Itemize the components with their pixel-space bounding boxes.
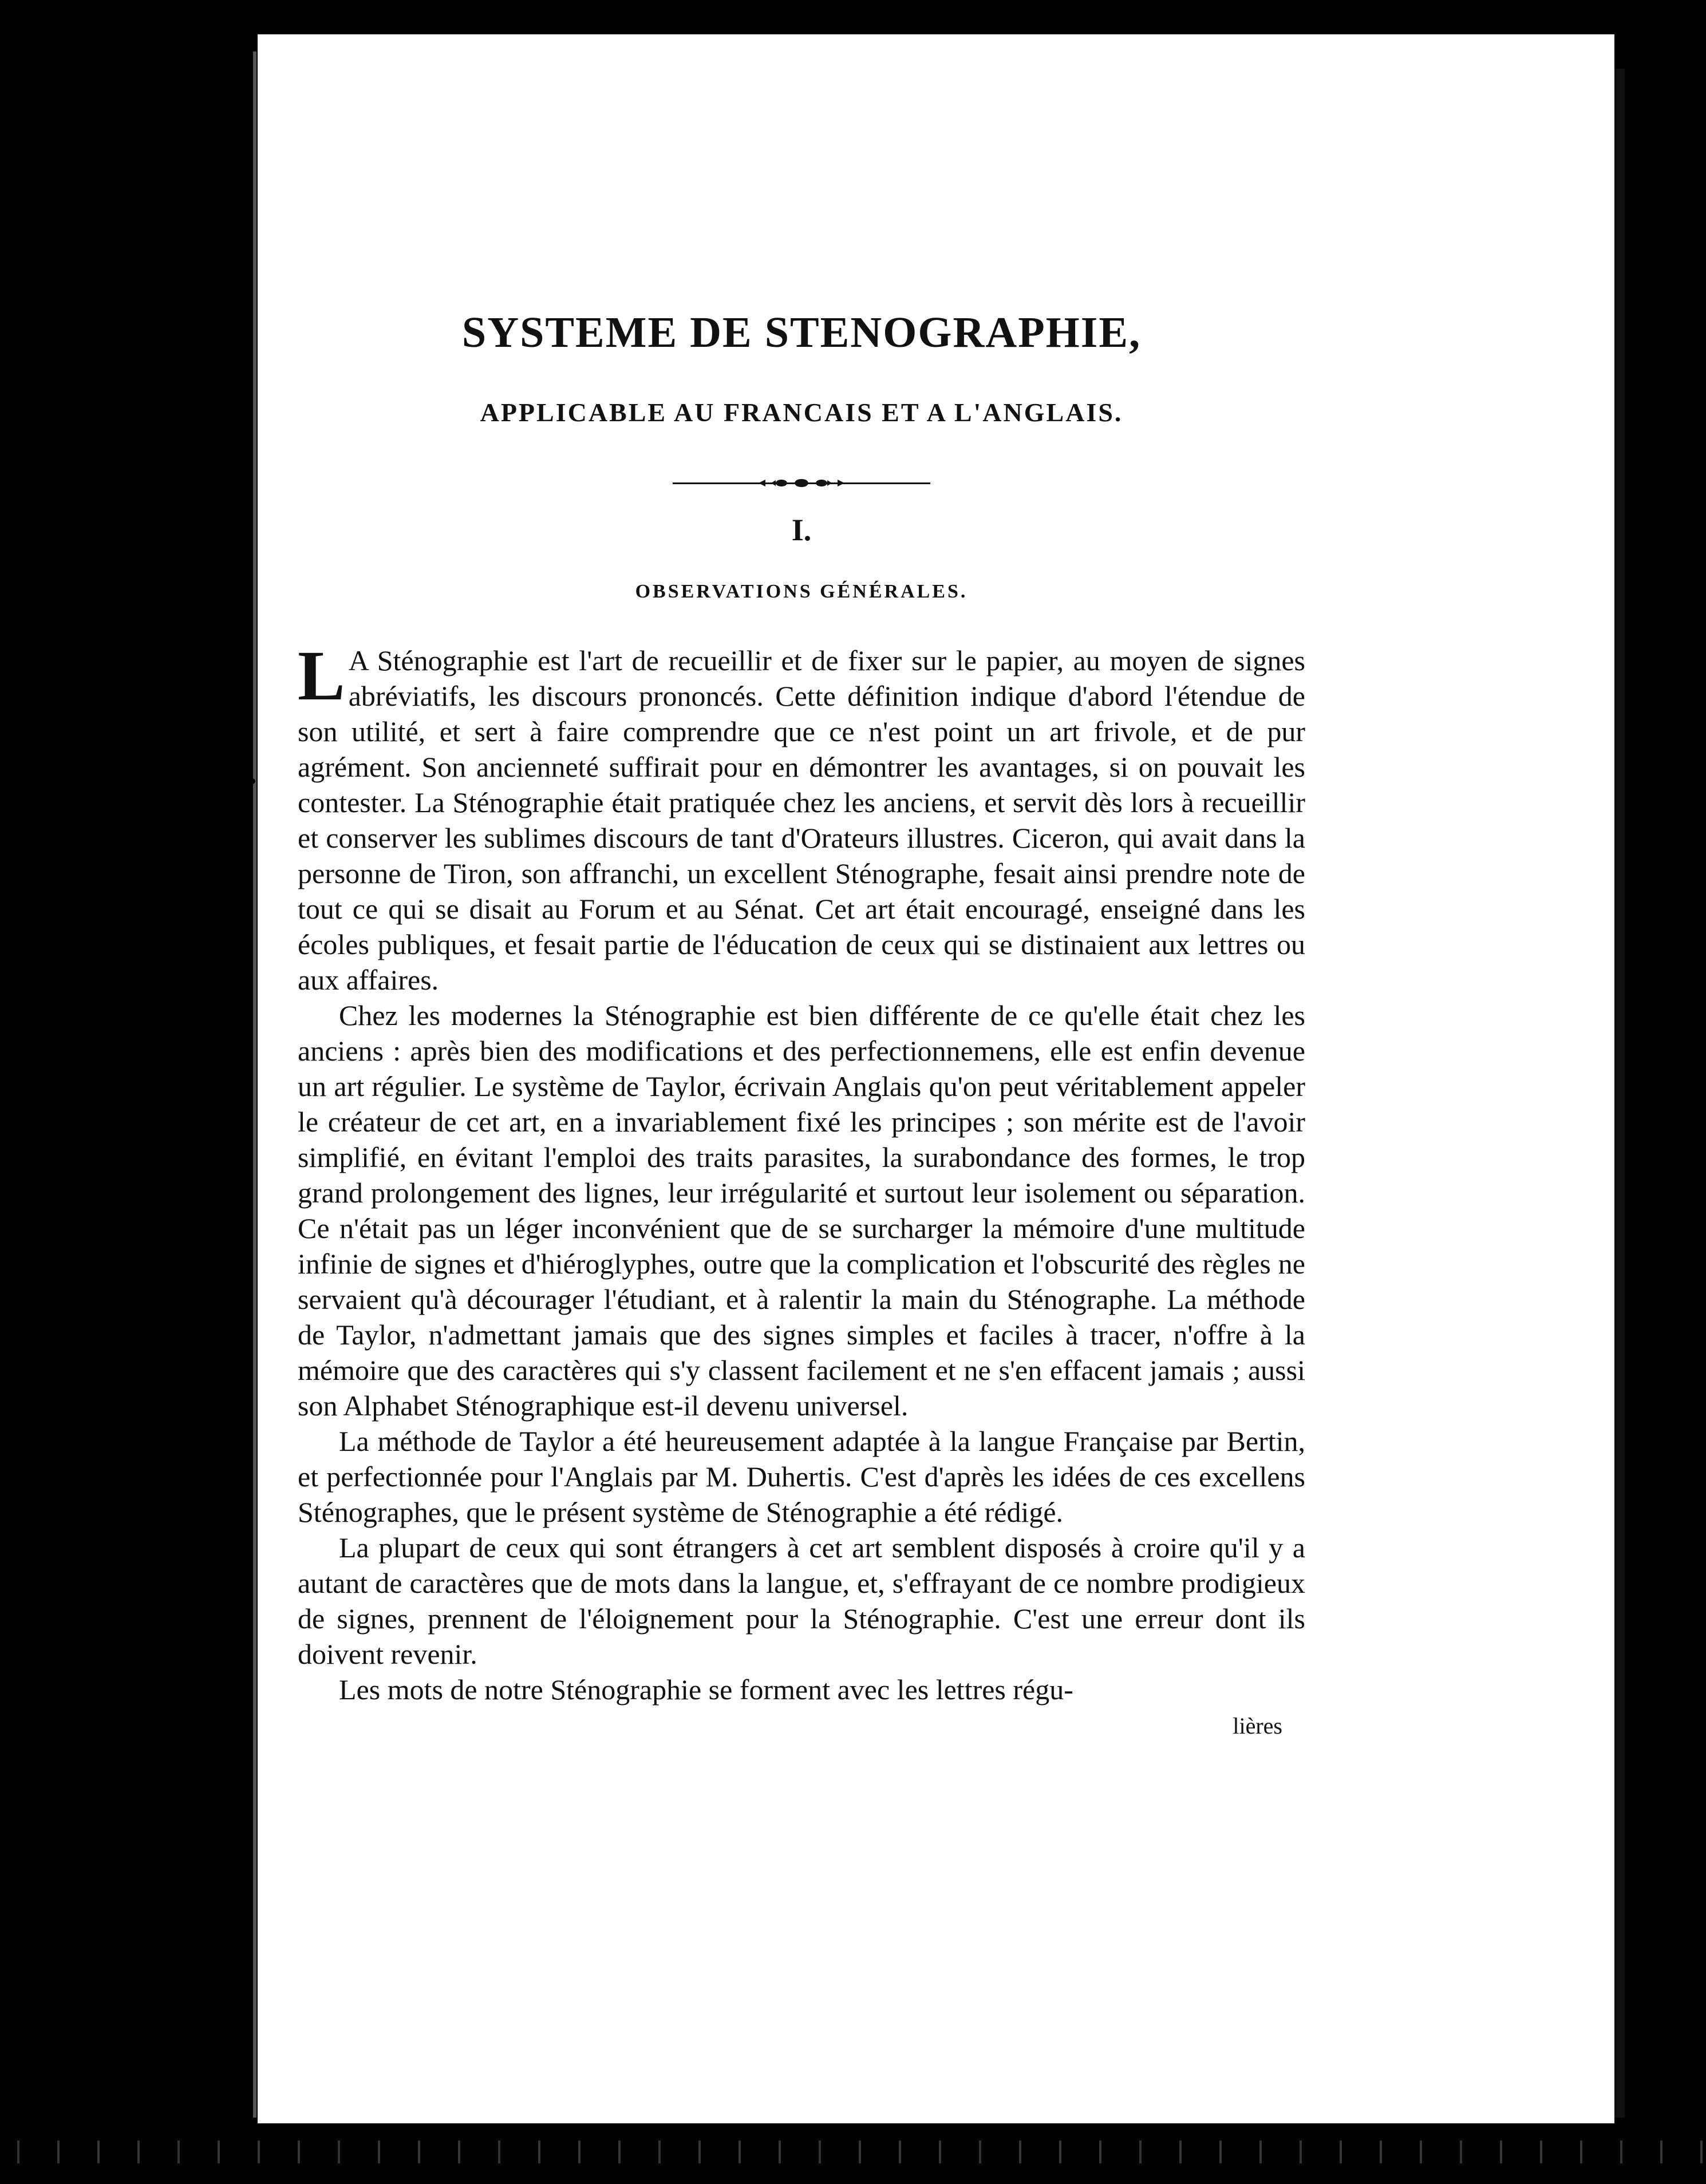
page-title: SYSTEME DE STENOGRAPHIE, bbox=[461, 308, 1142, 357]
paragraph: La méthode de Taylor a été heureusement adaptée à la langue Française par Bertin, et perfectionnée pour l'Anglais par M. Duhertis. C'est d'après les idées de ces excellens Sténographes, que le présent système de Sténographie a été rédigé. bbox=[298, 1425, 1305, 1528]
catchword: lières bbox=[1233, 1712, 1282, 1739]
paragraph bbox=[298, 636, 1305, 998]
section-number: I. bbox=[791, 512, 812, 547]
paragraph: La plupart de ceux qui sont étrangers à cet art semblent disposés à croire qu'il y a autant de caractères que de mots dans la langue, et, s'effrayant de ce nombre prodigieux de signes, prennent de l'éloignement pour la Sténographie. C'est une erreur dont ils doivent revenir. bbox=[298, 1531, 1305, 1670]
paragraph-text: A Sténographie est l'art de recueillir et de fixer sur le papier, au moyen de signes abréviatifs, les discours prononcés. Cette définition indique d'abord l'étendue de son utilité, et sert à faire comprendre que ce n'est point un art frivole, et de pur agrément. Son ancienneté suffirait pour en démontrer les avantages, si on pouvait les contester. La Sténographie était pratiquée chez les anciens, et servit dès lors à recueillir et conserver les sublimes discours de tant d'Orateurs illustres. Ciceron, qui avait dans la personne de Tiron, son affranchi, un excellent Sténographe, fesait ainsi prendre note de tout ce qui se disait au Forum et au Sénat. Cet art était encouragé, enseigné dans les écoles publiques, et fesait partie de l'éducation de ceux qui se distinaient aux lettres ou aux affaires. bbox=[298, 644, 1305, 996]
page-right-border bbox=[1614, 69, 1625, 2118]
page-spine-edge bbox=[253, 52, 256, 2123]
page-subtitle: APPLICABLE AU FRANCAIS ET A L'ANGLAIS. bbox=[480, 397, 1123, 427]
scan-right-margin bbox=[1625, 0, 1706, 2184]
paragraph: Chez les modernes la Sténographie est bien différente de ce qu'elle était chez les anciens : après bien des modifications et des perfectionnemens, elle est enfin devenue un art régulier. Le système de Taylor, écrivain Anglais qu'on peut véritablement appeler le créateur de cet art, en a invariablement fixé les principes ; son mérite est de l'avoir simplifié, en évitant l'emploi des traits parasites, la surabondance des formes, le trop grand prolongement des lignes, leur irrégularité et surtout leur isolement ou séparation. Ce n'était pas un léger inconvénient que de se surcharger la mémoire d'une multitude infinie de signes et d'hiéroglyphes, outre que la complication et l'obscurité des règles ne servaient qu'à décourager l'étudiant, et à ralentir la main du Sténographe. La méthode de Taylor, n'admettant jamais que des signes simples et faciles à tracer, n'offre à la mémoire que des caractères qui s'y classent facilement et ne s'en effacent jamais ; aussi son Alphabet Sténographique est-il devenu universel. bbox=[298, 999, 1305, 1422]
scan-left-margin bbox=[0, 0, 252, 2184]
scan-bottom-noise bbox=[0, 2141, 1706, 2163]
body-text bbox=[298, 636, 1305, 1744]
margin-speck bbox=[250, 778, 255, 784]
ornament-divider bbox=[673, 479, 930, 487]
margin-speck bbox=[204, 1185, 210, 1190]
dropcap: L bbox=[298, 636, 345, 715]
paragraph: Les mots de notre Sténographie se forment avec les lettres régu- bbox=[339, 1673, 1073, 1706]
section-heading: OBSERVATIONS GÉNÉRALES. bbox=[635, 580, 968, 602]
page-content bbox=[298, 309, 1305, 1744]
